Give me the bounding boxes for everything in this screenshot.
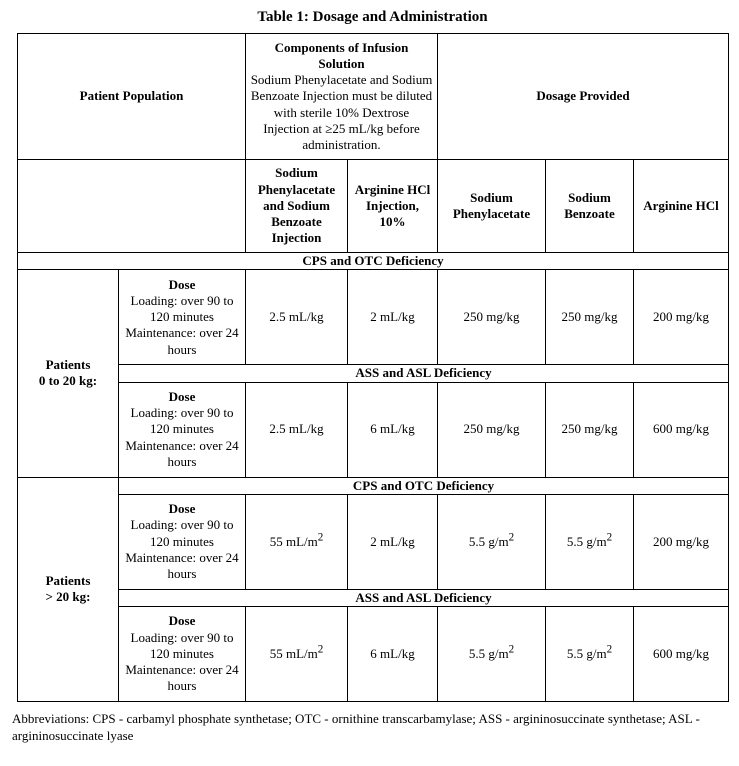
- dose-label: Dose: [168, 388, 196, 404]
- value-superscript: 2: [508, 531, 515, 544]
- dose-value-cell: [634, 382, 729, 477]
- dose-value: 2.5 mL/kg: [269, 309, 324, 325]
- dose-value: 250 mg/kg: [561, 421, 618, 437]
- dose-value: 5.5 g/m: [468, 533, 509, 549]
- dose-value-cell: [438, 607, 546, 702]
- dose-value-cell: [634, 494, 729, 589]
- column-header-sodium-phenylacetate: Sodium Phenylacetate: [438, 160, 546, 253]
- value-superscript: 2: [606, 531, 613, 544]
- condition-row-ass-asl-0-20: [18, 365, 729, 382]
- column-header-arginine-hcl: Arginine HCl: [634, 160, 729, 253]
- dose-value-cell: [438, 382, 546, 477]
- dose-value-cell: [348, 382, 438, 477]
- value-superscript: 2: [317, 643, 324, 656]
- dose-value-cell: [634, 270, 729, 365]
- header-components-of-infusion: [246, 34, 438, 160]
- value-superscript: 2: [317, 531, 324, 544]
- dose-description-cell: [119, 270, 246, 365]
- column-header-sodium-phenylacetate-benzoate-injection: Sodium Phenylacetate and Sodium Benzoate Injection: [246, 160, 348, 253]
- condition-row-cps-otc-0-20: [18, 253, 729, 270]
- dose-value: 2 mL/kg: [370, 309, 415, 325]
- dose-value-cell: [348, 607, 438, 702]
- condition-row-ass-asl-gt20: [18, 589, 729, 606]
- dose-value: 2.5 mL/kg: [269, 421, 324, 437]
- dose-value-cell: [438, 494, 546, 589]
- dose-value-cell: [348, 494, 438, 589]
- dose-value-cell: [246, 607, 348, 702]
- dose-value: 250 mg/kg: [463, 421, 520, 437]
- dose-label: Dose: [168, 501, 196, 517]
- dose-row-gt20-cps: [18, 494, 729, 589]
- dose-value-cell: [246, 270, 348, 365]
- dose-value-cell: [546, 270, 634, 365]
- dose-value: 600 mg/kg: [653, 645, 709, 661]
- dose-label: Dose: [168, 276, 196, 292]
- header-dosage-provided: Dosage Provided: [438, 34, 729, 160]
- dose-description-cell: [119, 382, 246, 477]
- dose-value: 55 mL/m: [269, 645, 318, 661]
- dose-value: 2 mL/kg: [370, 533, 415, 549]
- dose-value: 55 mL/m: [269, 533, 318, 549]
- empty-header-cell: [18, 160, 246, 253]
- dose-value-cell: [546, 382, 634, 477]
- column-header-sodium-benzoate: Sodium Benzoate: [546, 160, 634, 253]
- dose-description-cell: [119, 607, 246, 702]
- dose-value-cell: [438, 270, 546, 365]
- patient-group-0-20kg: [18, 270, 119, 477]
- dose-value-cell: [634, 607, 729, 702]
- dose-description-cell: [119, 494, 246, 589]
- patient-group-label-line2: > 20 kg:: [45, 589, 91, 605]
- patient-group-label-line2: 0 to 20 kg:: [38, 373, 98, 389]
- abbreviations-footnote: Abbreviations: CPS - carbamyl phosphate synthetase; OTC - ornithine transcarbamylase; ASS - argininosuccinate synthetase; ASL - argininosuccinate lyase: [12, 711, 700, 743]
- dose-value-cell: [348, 270, 438, 365]
- patient-group-label-line1: Patients: [45, 573, 91, 588]
- condition-header-cps-otc: CPS and OTC Deficiency: [18, 253, 729, 270]
- condition-row-cps-otc-gt20: [18, 477, 729, 494]
- dose-label: Dose: [168, 613, 196, 629]
- dose-loading-text: Loading: over 90 to 120 minutes: [130, 517, 234, 549]
- patient-group-label-line1: Patients: [45, 357, 91, 373]
- condition-header-ass-asl: ASS and ASL Deficiency: [119, 589, 729, 606]
- dose-value: 200 mg/kg: [653, 309, 709, 325]
- dose-value-cell: [246, 494, 348, 589]
- dose-value: 5.5 g/m: [566, 645, 607, 661]
- header-row-2: [18, 160, 729, 253]
- document-page: [0, 9, 739, 745]
- dose-maintenance-text: Maintenance: over 24 hours: [125, 437, 239, 469]
- dose-maintenance-text: Maintenance: over 24 hours: [125, 549, 239, 582]
- dose-row-0-20-ass: [18, 382, 729, 477]
- dose-row-gt20-ass: [18, 607, 729, 702]
- dose-maintenance-text: Maintenance: over 24 hours: [125, 662, 239, 694]
- column-header-arginine-hcl-injection: Arginine HCl Injection, 10%: [348, 160, 438, 253]
- dose-value: 250 mg/kg: [561, 309, 618, 325]
- components-title: Components of Infusion Solution: [274, 39, 409, 71]
- value-superscript: 2: [606, 643, 613, 656]
- dose-value: 5.5 g/m: [468, 645, 509, 661]
- dose-value: 6 mL/kg: [370, 645, 415, 661]
- components-note: Sodium Phenylacetate and Sodium Benzoate Injection must be diluted with sterile 10% Dextrose Injection at ≥25 mL/kg before administration.: [250, 72, 433, 153]
- condition-header-cps-otc: CPS and OTC Deficiency: [119, 477, 729, 494]
- dose-value-cell: [546, 607, 634, 702]
- dose-value: 6 mL/kg: [370, 421, 415, 437]
- dose-loading-text: Loading: over 90 to 120 minutes: [130, 629, 234, 661]
- dose-value: 200 mg/kg: [653, 533, 709, 549]
- dose-loading-text: Loading: over 90 to 120 minutes: [130, 405, 234, 437]
- dose-value: 600 mg/kg: [653, 421, 709, 437]
- dose-value: 5.5 g/m: [566, 533, 607, 549]
- value-superscript: 2: [508, 643, 515, 656]
- condition-header-ass-asl: ASS and ASL Deficiency: [119, 365, 729, 382]
- dosage-table: [17, 33, 729, 702]
- dose-value-cell: [246, 382, 348, 477]
- table-title: Table 1: Dosage and Administration: [257, 9, 488, 25]
- dose-value-cell: [546, 494, 634, 589]
- dose-loading-text: Loading: over 90 to 120 minutes: [130, 292, 234, 325]
- header-patient-population: Patient Population: [18, 34, 246, 160]
- dose-row-0-20-cps: [18, 270, 729, 365]
- dose-maintenance-text: Maintenance: over 24 hours: [125, 325, 239, 357]
- patient-group-gt-20kg: [18, 477, 119, 702]
- header-row-1: [18, 34, 729, 160]
- dose-value: 250 mg/kg: [463, 309, 520, 325]
